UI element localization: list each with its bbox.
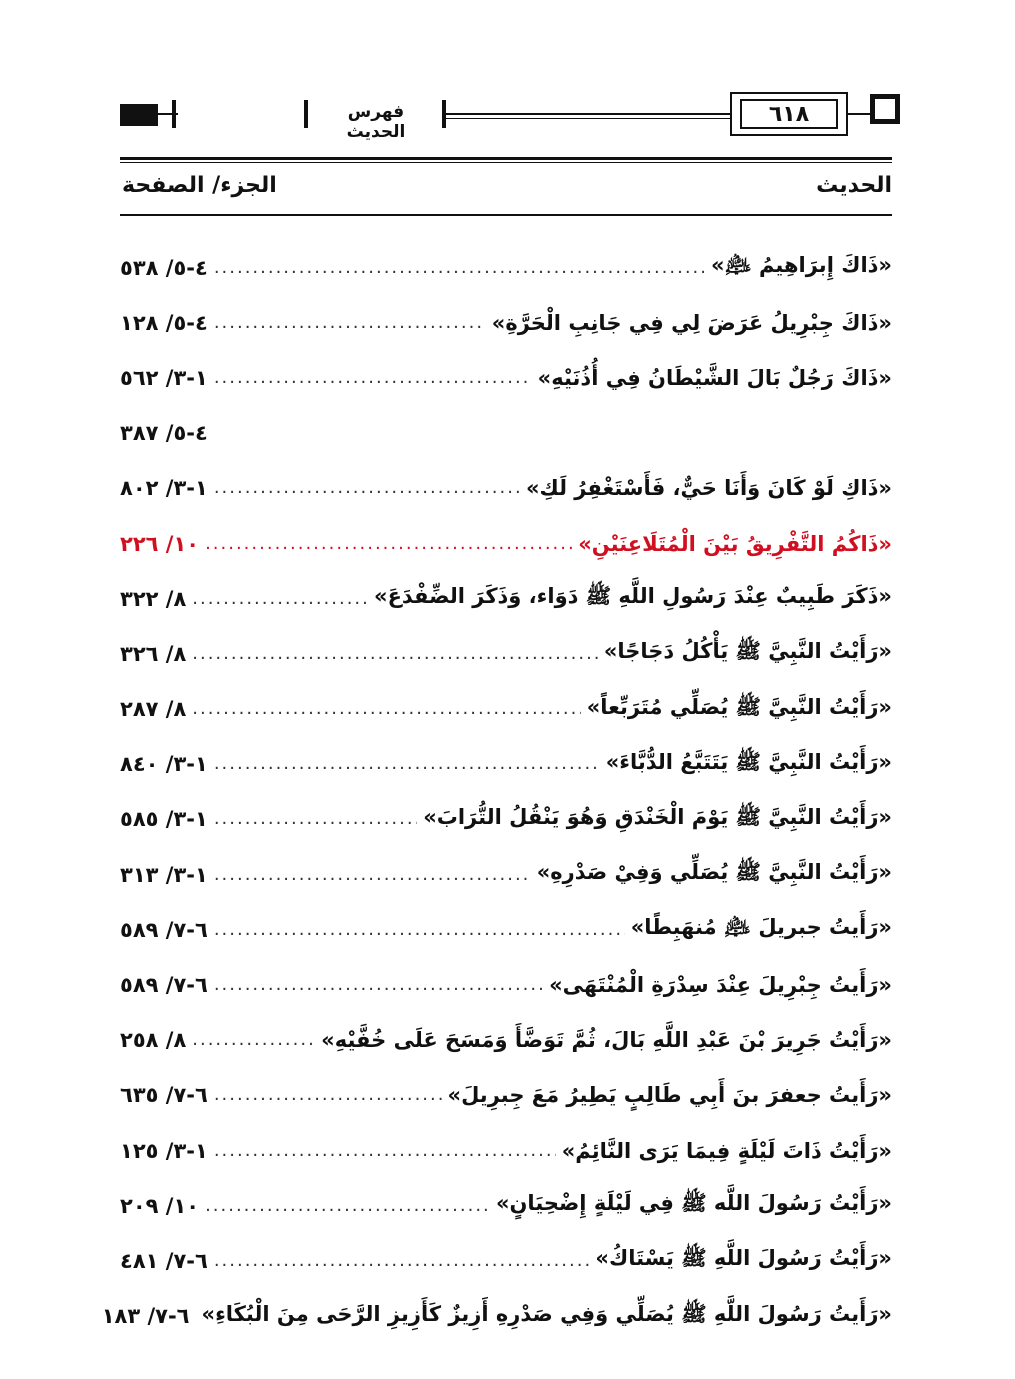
page-number: ٦١٨ — [740, 99, 838, 129]
volume-page-reference: ٤-٥/ ١٢٨ — [120, 310, 208, 335]
leader-dots — [214, 1252, 590, 1270]
header-divider-thin — [120, 162, 892, 163]
volume-page-reference: ٨/ ٣٢٢ — [120, 586, 187, 611]
hadith-text: «رَأَيتُ جعفرَ بنَ أَبِي طَالِبٍ يَطِيرُ مَعَ جِبرِيلَ» — [447, 1083, 892, 1108]
hadith-text: «ذَاكَ إِبرَاهِيمُ ﵇» — [711, 253, 892, 278]
leader-dots — [214, 810, 417, 828]
volume-page-reference: ١-٣/ ٨٠٢ — [120, 476, 208, 501]
leader-dots — [214, 479, 520, 497]
volume-page-reference: ١-٣/ ١٢٥ — [120, 1138, 208, 1163]
hadith-text: «رَأَيتُ جِبْرِيلَ عِنْدَ سِدْرَةِ الْمُنْتَهَى» — [549, 973, 892, 998]
header-divider — [120, 157, 892, 160]
volume-page-reference: ٦-٧/ ٥٨٩ — [120, 917, 208, 942]
leader-dots — [214, 755, 600, 773]
hadith-text: «ذَاكَ رَجُلٌ بَالَ الشَّيْطَانُ فِي أُذُنَيْهِ» — [537, 365, 892, 390]
index-entry — [101, 1289, 892, 1344]
header-rule-left — [158, 113, 178, 115]
leader-dots — [214, 1142, 556, 1160]
hadith-text: «رَأَيْتُ رَسُولَ اللَّه ﷺ فِي لَيْلَةٍ إِضْحِيَانٍ» — [495, 1191, 892, 1216]
hadith-text: «ذَاكَ جِبْرِيلُ عَرَضَ لِي فِي جَانِبِ الْحَرَّةِ» — [491, 310, 892, 335]
volume-page-reference: ٦-٧/ ٤٨١ — [120, 1248, 208, 1273]
index-entry — [120, 902, 892, 957]
volume-page-reference: ١-٣/ ٥٨٥ — [120, 807, 208, 832]
header-ornament-left — [120, 104, 158, 126]
page-header — [120, 90, 892, 142]
hadith-text: «رَأَيْتُ جَرِيرَ بْنَ عَبْدِ اللَّهِ بَالَ، ثُمَّ تَوَضَّأَ وَمَسَحَ عَلَى خُفَّيْهِ» — [321, 1028, 892, 1053]
index-entry — [120, 1013, 892, 1068]
volume-page-reference: ٦-٧/ ٥٨٩ — [120, 973, 208, 998]
hadith-text: «رَأَيْتُ ذَاتَ لَيْلَةٍ فِيمَا يَرَى النَّائِمُ» — [561, 1138, 892, 1163]
index-entry — [120, 1233, 892, 1288]
leader-dots — [214, 921, 625, 939]
index-entry — [120, 626, 892, 681]
leader-dots — [214, 866, 531, 884]
leader-dots — [214, 976, 543, 994]
hadith-text: «رَأَيْتُ النَّبِيَّ ﷺ يَوْمَ الْخَنْدَقِ وَهُوَ يَنْقُلُ التُّرَابَ» — [423, 804, 892, 829]
hadith-text: «رَأَيْتُ النَّبِيَّ ﷺ يُصَلِّي وَفِيْ صَدْرِهِ» — [536, 860, 892, 885]
header-ornament-bar — [304, 100, 308, 128]
volume-page-reference: ١٠/ ٢٢٦ — [120, 531, 200, 556]
hadith-text: «رَأَيتُ رَسُولَ اللَّهِ ﷺ يُصَلِّي وَفِي صَدْرِهِ أَزِيزٌ كَأَزِيزِ الرَّحَى مِنَ الْبُكَاءِ» — [201, 1301, 892, 1326]
leader-dots — [214, 1086, 442, 1104]
header-rule-middle-thin — [446, 118, 730, 119]
leader-dots — [205, 1197, 490, 1215]
index-entry — [120, 1068, 892, 1123]
volume-page-reference: ٦-٧/ ١٨٣ — [101, 1304, 190, 1329]
hadith-text: «رَأَيْتُ رَسُولَ اللَّهِ ﷺ يَسْتَاكُ» — [595, 1246, 892, 1271]
leader-dots — [192, 590, 368, 608]
header-title: فهرس الحديث — [346, 102, 406, 142]
column-header-reference: الجزء/ الصفحة — [122, 173, 277, 198]
volume-page-reference: ١-٣/ ٨٤٠ — [120, 752, 208, 777]
index-entry — [120, 406, 892, 461]
index-entry — [120, 571, 892, 626]
column-header-divider — [120, 214, 892, 216]
leader-dots — [214, 259, 705, 277]
index-entry — [120, 350, 892, 405]
hadith-text: «رَأَيْتُ النَّبِيَّ ﷺ يُصَلِّي مُتَرَبِّعاً» — [586, 694, 892, 719]
leader-dots — [192, 700, 580, 718]
index-entry — [120, 240, 892, 295]
hadith-text: «ذَاكُمُ التَّفْرِيقُ بَيْنَ الْمُتَلَاعِنَيْنِ» — [578, 531, 892, 556]
volume-page-reference: ٨/ ٣٢٦ — [120, 641, 187, 666]
leader-dots — [192, 1031, 315, 1049]
index-entry — [120, 847, 892, 902]
leader-dots — [214, 369, 532, 387]
header-rule-middle — [446, 113, 730, 115]
volume-page-reference: ١-٣/ ٥٦٢ — [120, 365, 208, 390]
index-entry — [120, 792, 892, 847]
hadith-index-list — [101, 240, 892, 1344]
index-entry — [120, 1178, 892, 1233]
volume-page-reference: ٨/ ٢٥٨ — [120, 1028, 187, 1053]
volume-page-reference: ٨/ ٢٨٧ — [120, 697, 187, 722]
index-entry — [120, 737, 892, 792]
column-header-hadith: الحديث — [816, 173, 892, 198]
volume-page-reference: ١٠/ ٢٠٩ — [120, 1193, 200, 1218]
volume-page-reference: ٤-٥/ ٣٨٧ — [120, 421, 208, 446]
hadith-text: «ذَكَرَ طَبِيبٌ عِنْدَ رَسُولِ اللَّهِ ﷺ دَوَاء، وَذَكَرَ الضِّفْدَعَ» — [374, 584, 892, 609]
hadith-text: «ذَاكِ لَوْ كَانَ وَأَنَا حَيٌّ، فَأَسْتَغْفِرُ لَكِ» — [525, 476, 892, 501]
hadith-text: «رَأَيْتُ النَّبِيَّ ﷺ يَتَتَبَّعُ الدُّبَّاءَ» — [605, 749, 892, 774]
header-ornament-square — [870, 94, 900, 124]
volume-page-reference: ٦-٧/ ٦٣٥ — [120, 1083, 208, 1108]
index-entry — [120, 957, 892, 1012]
hadith-text: «رَأَيْتُ النَّبِيَّ ﷺ يَأْكُلُ دَجَاجًا» — [603, 639, 892, 664]
volume-page-reference: ٤-٥/ ٥٣٨ — [120, 255, 208, 280]
index-entry — [120, 516, 892, 571]
volume-page-reference: ١-٣/ ٣١٣ — [120, 862, 208, 887]
leader-dots — [205, 535, 572, 553]
page-number-frame — [730, 92, 848, 136]
leader-dots — [192, 645, 598, 663]
index-entry — [120, 461, 892, 516]
index-entry — [120, 682, 892, 737]
header-rule-right — [848, 113, 870, 115]
index-entry — [120, 295, 892, 350]
hadith-text: «رَأَيتُ جبريلَ ﵇ مُنهَبِطًا» — [630, 915, 892, 940]
index-entry — [120, 1123, 892, 1178]
leader-dots — [214, 314, 486, 332]
